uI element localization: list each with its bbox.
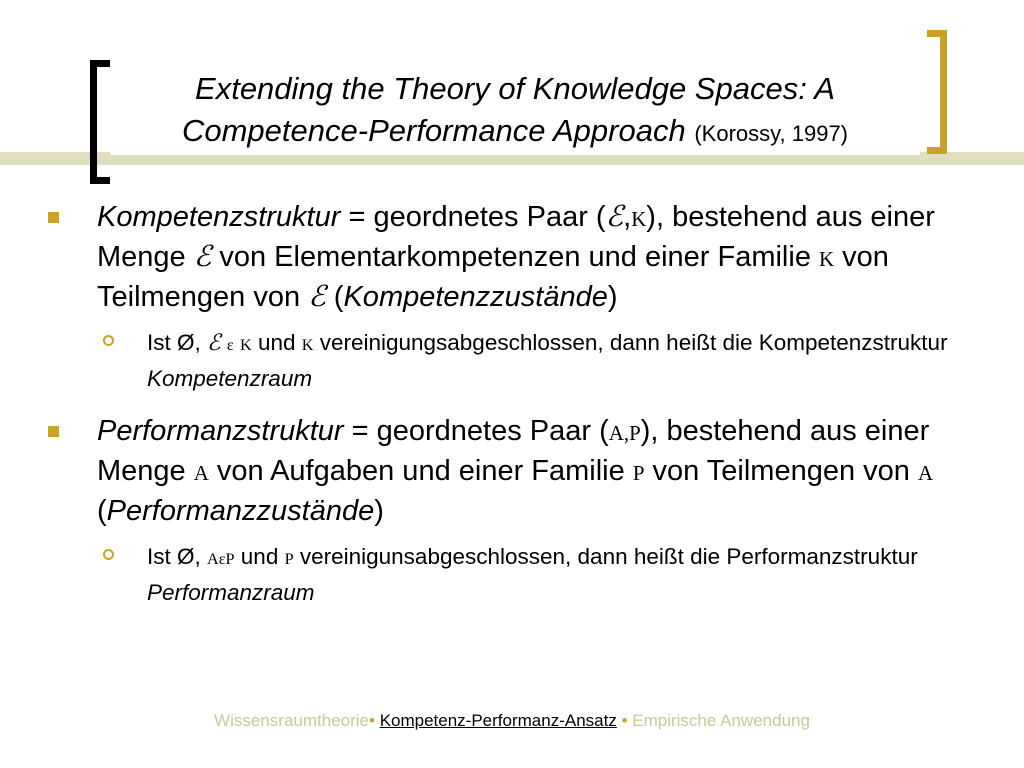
- symbol-A: A: [207, 550, 219, 568]
- bullet1-text-4: (: [325, 281, 344, 313]
- footer-separator-icon: •: [369, 711, 375, 730]
- symbol-E: ℰ: [605, 201, 624, 233]
- symbol-K: K: [239, 336, 252, 354]
- sub2-text-und: und: [234, 544, 285, 569]
- term-kompetenzraum: Kompetenzraum: [147, 366, 313, 391]
- bullet2-close: ): [374, 495, 384, 527]
- symbol-P: P: [225, 550, 235, 568]
- symbol-epsilon: ε: [218, 550, 226, 568]
- sub1-text-rest: vereinigungsabgeschlossen, dann heißt die Kompetenzstruktur: [313, 330, 948, 355]
- symbol-E: ℰ: [308, 281, 326, 313]
- term-kompetenzzustaende: Kompetenzzustände: [343, 281, 608, 313]
- symbol-K: K: [631, 207, 647, 231]
- bullet2-comma: ,: [623, 421, 630, 445]
- title-line-2: Competence-Performance Approach: [181, 113, 686, 148]
- slide-title: [110, 68, 920, 155]
- right-bracket-decoration: [927, 30, 947, 154]
- sub2-text-start: Ist Ø,: [147, 544, 208, 569]
- footer-link-empirische-anwendung[interactable]: Empirische Anwendung: [632, 711, 810, 730]
- sub1-text-und: und: [251, 330, 302, 355]
- title-line-1: Extending the Theory of Knowledge Spaces: A: [195, 71, 835, 106]
- symbol-K: K: [819, 247, 835, 271]
- square-bullet-icon: [48, 212, 59, 223]
- title-citation: (Korossy, 1997): [694, 121, 848, 146]
- bullet1-text-1: ), bestehend aus einer Menge: [97, 201, 935, 273]
- bullet-kompetenzstruktur: [45, 198, 980, 316]
- term-performanzstruktur: Performanzstruktur: [97, 415, 344, 447]
- symbol-P: P: [284, 550, 294, 568]
- bullet1-text-eq: = geordnetes Paar (: [340, 201, 606, 233]
- subbullet-kompetenzraum: [45, 326, 980, 396]
- ring-bullet-icon: [103, 335, 114, 346]
- subbullet-performanzraum: [45, 540, 980, 610]
- symbol-A: A: [193, 461, 209, 485]
- footer-navigation: [0, 711, 1024, 731]
- footer-link-wissensraumtheorie[interactable]: Wissensraumtheorie: [214, 711, 369, 730]
- bullet2-text-1: ), bestehend aus einer Menge: [97, 415, 930, 487]
- symbol-P: P: [632, 461, 645, 485]
- symbol-A: A: [917, 461, 934, 485]
- term-performanzzustaende: Performanzzustände: [106, 495, 375, 527]
- sub1-text-start: Ist Ø,: [147, 330, 208, 355]
- footer-link-kompetenz-performanz-ansatz[interactable]: Kompetenz-Performanz-Ansatz: [379, 711, 617, 730]
- bullet1-close: ): [607, 281, 618, 313]
- term-performanzraum: Performanzraum: [147, 580, 315, 605]
- symbol-epsilon: ε: [226, 336, 234, 354]
- ring-bullet-icon: [103, 549, 114, 560]
- sub2-text-rest: vereinigunsabgeschlossen, dann heißt die Performanzstruktur: [293, 544, 918, 569]
- symbol-E: ℰ: [207, 330, 221, 355]
- slide-content: [45, 198, 980, 620]
- symbol-A: A: [608, 421, 624, 445]
- bullet2-text-2: von Aufgaben und einer Familie: [208, 455, 633, 487]
- bullet2-text-3: von Teilmengen von: [644, 455, 918, 487]
- bullet1-text-3: von Teilmengen von: [97, 241, 889, 313]
- left-bracket-decoration: [90, 60, 110, 184]
- symbol-E: ℰ: [193, 241, 212, 273]
- symbol-K: K: [301, 336, 314, 354]
- footer-separator-icon: •: [621, 711, 628, 730]
- square-bullet-icon: [48, 426, 59, 437]
- bullet2-text-eq: = geordnetes Paar (: [343, 415, 609, 447]
- bullet-performanzstruktur: [45, 412, 980, 530]
- bullet1-comma: ,: [623, 201, 632, 233]
- term-kompetenzstruktur: Kompetenzstruktur: [97, 201, 341, 233]
- bullet2-text-4: (: [97, 495, 107, 527]
- bullet1-text-2: von Elementarkompetenzen und einer Familie: [211, 241, 820, 273]
- symbol-P: P: [629, 421, 641, 445]
